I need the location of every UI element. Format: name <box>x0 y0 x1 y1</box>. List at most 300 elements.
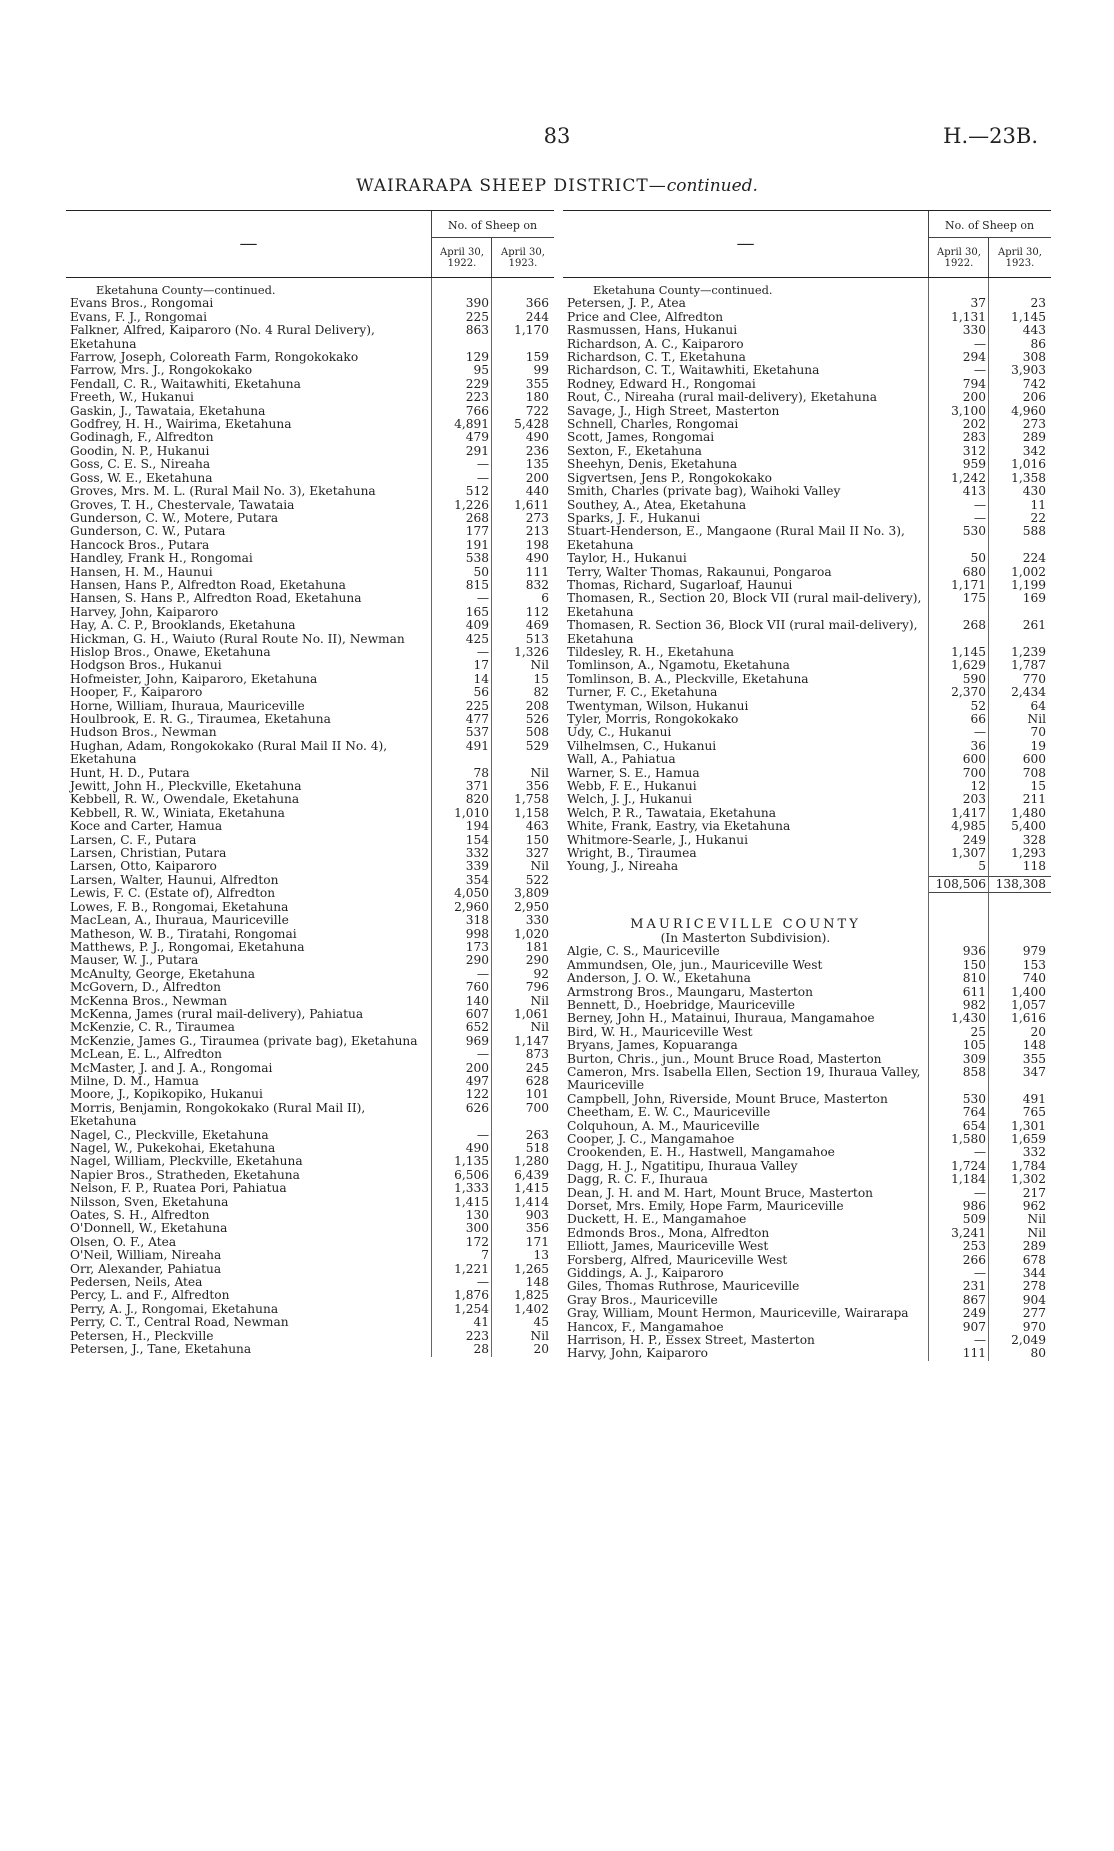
sheep-1923: 278 <box>1022 1279 1046 1294</box>
sheep-1923: 273 <box>525 510 549 525</box>
table-row <box>66 1102 554 1129</box>
table-row <box>563 1254 1051 1267</box>
sheep-1922: 936 <box>962 944 986 959</box>
owner-name: Cheetham, E. W. C., Mauriceville <box>567 1105 771 1120</box>
table-row <box>563 1213 1051 1226</box>
sheep-1923: 1,326 <box>514 644 549 659</box>
sheep-1922: 173 <box>465 939 489 954</box>
sheep-1922: 130 <box>465 1208 489 1223</box>
owner-name: Vilhelmsen, C., Hukanui <box>567 738 717 753</box>
sheep-1923: 904 <box>1022 1292 1046 1307</box>
sheep-1923: 722 <box>525 403 549 418</box>
table-row <box>66 1276 554 1289</box>
table-row <box>66 1196 554 1209</box>
sheep-1923: 15 <box>1030 779 1046 794</box>
table-row <box>563 1307 1051 1320</box>
owner-name: Rasmussen, Hans, Hukanui <box>567 323 738 338</box>
owner-name: Harvey, John, Kaiparoro <box>70 604 219 619</box>
sheep-1923: 1,358 <box>1011 470 1046 485</box>
sheep-1923: 356 <box>525 1221 549 1236</box>
owner-name: Colquhoun, A. M., Mauriceville <box>567 1118 760 1133</box>
owner-name: Hislop Bros., Onawe, Eketahuna <box>70 644 271 659</box>
sheep-1923: 529 <box>525 738 549 753</box>
table-row <box>563 807 1051 820</box>
sheep-1923: Nil <box>530 765 549 780</box>
sheep-1922: 50 <box>473 564 489 579</box>
table-row <box>66 834 554 847</box>
sheep-1923: 1,415 <box>514 1181 549 1196</box>
mauriceville-subheading: (In Masterton Subdivision). <box>660 930 831 945</box>
owner-name: Bird, W. H., Mauriceville West <box>567 1024 753 1039</box>
table-row <box>563 986 1051 999</box>
sheep-1922: 172 <box>465 1234 489 1249</box>
table-row <box>66 820 554 833</box>
sheep-1922: 339 <box>465 859 489 874</box>
sheep-1922: 129 <box>465 350 489 365</box>
table-row <box>563 945 1051 958</box>
table-row <box>563 405 1051 418</box>
sheep-1922: 231 <box>962 1279 986 1294</box>
owner-name: Scott, James, Rongomai <box>567 430 715 445</box>
table-row <box>66 860 554 873</box>
owner-name: Tildesley, R. H., Eketahuna <box>567 644 734 659</box>
sheep-1923: 112 <box>525 604 549 619</box>
owner-name: Hickman, G. H., Waiuto (Rural Route No. II), Newman <box>70 631 405 646</box>
table-row <box>66 391 554 404</box>
sheep-1922: — <box>973 1145 986 1160</box>
owner-name: Goss, W. E., Eketahuna <box>70 470 213 485</box>
owner-name: Perry, A. J., Rongomai, Eketahuna <box>70 1301 279 1316</box>
table-row <box>563 1267 1051 1280</box>
sheep-1923: 342 <box>1022 443 1046 458</box>
table-row <box>66 472 554 485</box>
sheep-1922: 332 <box>465 846 489 861</box>
page-title <box>0 176 1114 196</box>
owner-name: Kebbell, R. W., Winiata, Eketahuna <box>70 805 285 820</box>
table-row <box>66 324 554 351</box>
sheep-1922: 863 <box>465 323 489 338</box>
table-row <box>66 780 554 793</box>
table-row <box>563 1053 1051 1066</box>
sheep-1923: 6,439 <box>514 1167 549 1182</box>
sheep-1922: 140 <box>465 993 489 1008</box>
table-row <box>66 1182 554 1195</box>
table-row <box>66 740 554 767</box>
owner-name: McKenna Bros., Newman <box>70 993 228 1008</box>
sheep-1923: 308 <box>1022 350 1046 365</box>
table-row <box>66 405 554 418</box>
sheep-1923: 19 <box>1030 738 1046 753</box>
sheep-1922: — <box>476 1127 489 1142</box>
sheep-1922: 3,241 <box>951 1225 986 1240</box>
table-row <box>563 847 1051 860</box>
sheep-1923: 742 <box>1022 376 1046 391</box>
table-row <box>563 767 1051 780</box>
sheep-1922: 229 <box>465 376 489 391</box>
table-row <box>563 472 1051 485</box>
sheep-1923: 20 <box>1030 1024 1046 1039</box>
sheep-1922: 194 <box>465 819 489 834</box>
owner-name: Welch, J. J., Hukanui <box>567 792 693 807</box>
table-row <box>66 807 554 820</box>
sheep-1922: 491 <box>465 738 489 753</box>
sheep-1922: 6,506 <box>454 1167 489 1182</box>
sheep-1922: 1,184 <box>951 1172 986 1187</box>
sheep-1923: 366 <box>525 296 549 311</box>
sheep-1923: 522 <box>525 872 549 887</box>
table-row <box>66 512 554 525</box>
table-row <box>66 1263 554 1276</box>
sheep-1922: 95 <box>473 363 489 378</box>
sheep-1922: 1,145 <box>951 644 986 659</box>
sheep-1923: Nil <box>530 658 549 673</box>
right-table-body <box>563 278 1051 1361</box>
table-row <box>66 458 554 471</box>
sheep-1922: 290 <box>465 953 489 968</box>
sheep-1923: 328 <box>1022 832 1046 847</box>
sheep-1923: 1,265 <box>514 1261 549 1276</box>
sheep-1922: 490 <box>465 1141 489 1155</box>
owner-name: Groves, T. H., Chestervale, Tawataia <box>70 497 295 512</box>
sheep-1923: 1,061 <box>514 1006 549 1021</box>
table-row <box>66 1035 554 1048</box>
owner-name: Farrow, Joseph, Coloreath Farm, Rongokokako <box>70 350 359 365</box>
right-rows-mauriceville <box>563 945 1051 1361</box>
sheep-1922: — <box>476 457 489 472</box>
owner-name: Hansen, S. Hans P., Alfredton Road, Eketahuna <box>70 591 362 606</box>
sheep-1923: 1,659 <box>1011 1131 1046 1146</box>
table-row <box>563 579 1051 592</box>
header-group: No. of Sheep on <box>944 219 1035 232</box>
table-row <box>563 1321 1051 1334</box>
sheep-1922: 2,960 <box>454 899 489 914</box>
owner-name: Richardson, C. T., Waitawhiti, Eketahuna <box>567 363 820 378</box>
sheep-1923: 700 <box>525 1100 549 1115</box>
owner-name: Pedersen, Neils, Atea <box>70 1275 203 1290</box>
table-row <box>66 566 554 579</box>
sheep-1923: Nil <box>1027 1212 1046 1227</box>
sheep-1923: 832 <box>525 577 549 592</box>
sheep-1922: 249 <box>962 832 986 847</box>
owner-name: Campbell, John, Riverside, Mount Bruce, Masterton <box>567 1091 888 1106</box>
table-row <box>563 726 1051 739</box>
owner-name: Hay, A. C. P., Brooklands, Eketahuna <box>70 618 296 633</box>
sheep-1922: 479 <box>465 430 489 445</box>
sheep-1922: 309 <box>962 1051 986 1066</box>
sheep-1922: — <box>973 1333 986 1348</box>
sheep-1922: 611 <box>962 984 986 999</box>
sheep-1922: 998 <box>465 926 489 941</box>
table-row <box>563 740 1051 753</box>
sheep-1923: 1,002 <box>1011 564 1046 579</box>
table-row <box>66 485 554 498</box>
sheep-1922: 150 <box>962 957 986 972</box>
sheep-1922: 652 <box>465 1020 489 1035</box>
owner-name: Warner, S. E., Hamua <box>567 765 700 780</box>
sheep-1923: 111 <box>525 564 549 579</box>
mauriceville-heading: MAURICEVILLE COUNTY <box>630 916 861 932</box>
sheep-1923: 355 <box>1022 1051 1046 1066</box>
table-row <box>66 928 554 941</box>
header-col-1923: April 30, 1923. <box>998 247 1042 269</box>
sheep-1922: 764 <box>962 1105 986 1120</box>
table-row <box>563 834 1051 847</box>
sheep-1923: 979 <box>1022 944 1046 959</box>
owner-name: Olsen, O. F., Atea <box>70 1234 177 1249</box>
sheep-1922: 2,370 <box>951 685 986 700</box>
owner-name: Gray, William, Mount Hermon, Mauriceville, Wairarapa <box>567 1306 909 1321</box>
sheep-1923: 970 <box>1022 1319 1046 1334</box>
sheep-1922: 37 <box>970 296 986 311</box>
sheep-1922: 17 <box>473 658 489 673</box>
left-column <box>66 210 554 1357</box>
sheep-1922: 607 <box>465 1006 489 1021</box>
sheep-1922: 5 <box>978 859 986 874</box>
owner-name: Godfrey, H. H., Wairima, Eketahuna <box>70 417 292 432</box>
title-main: WAIRARAPA SHEEP DISTRICT— <box>356 176 667 196</box>
sheep-1923: 962 <box>1022 1199 1046 1213</box>
owner-name: MacLean, A., Ihuraua, Mauriceville <box>70 913 289 928</box>
owner-name: Kebbell, R. W., Owendale, Eketahuna <box>70 792 300 807</box>
owner-name: Hughan, Adam, Rongokokako (Rural Mail II No. 4), Eketahuna <box>70 738 388 767</box>
owner-name: Tyler, Morris, Rongokokako <box>567 712 739 726</box>
table-row <box>563 445 1051 458</box>
sheep-1923: 277 <box>1022 1306 1046 1321</box>
table-row <box>66 1048 554 1061</box>
sheep-1923: 2,049 <box>1011 1333 1046 1348</box>
sheep-1923: 1,057 <box>1011 997 1046 1012</box>
table-row <box>66 1236 554 1249</box>
table-row <box>563 1039 1051 1052</box>
sheep-1922: 815 <box>465 577 489 592</box>
sheep-1922: 760 <box>465 980 489 995</box>
sheep-1922: — <box>973 725 986 740</box>
sheep-1923: 1,016 <box>1011 457 1046 472</box>
sheep-1923: 1,158 <box>514 805 549 820</box>
header-col-1923: April 30, 1923. <box>501 247 545 269</box>
sheep-1923: 5,428 <box>514 417 549 432</box>
sheep-1922: 203 <box>962 792 986 807</box>
sheep-1923: 1,402 <box>514 1301 549 1316</box>
table-row <box>563 592 1051 619</box>
table-row <box>563 324 1051 337</box>
sheep-1923: Nil <box>530 1020 549 1035</box>
sheep-1922: 1,876 <box>454 1288 489 1303</box>
section-heading: Eketahuna County—continued. <box>96 283 276 297</box>
table-row <box>66 1330 554 1343</box>
table-row <box>563 566 1051 579</box>
sheep-1923: 2,434 <box>1011 685 1046 700</box>
table-row <box>66 1249 554 1262</box>
sheep-1922: 600 <box>962 752 986 767</box>
sheep-1923: 13 <box>533 1248 549 1263</box>
sheep-1923: 1,280 <box>514 1154 549 1169</box>
table-row <box>66 619 554 632</box>
sheep-1922: 4,891 <box>454 417 489 432</box>
table-row <box>66 767 554 780</box>
sheep-1922: 177 <box>465 524 489 539</box>
total-row <box>928 876 1051 893</box>
sheep-1922: 425 <box>465 631 489 646</box>
sheep-1923: 1,145 <box>1011 309 1046 324</box>
owner-name: Welch, P. R., Tawataia, Eketahuna <box>567 805 777 820</box>
sheep-1922: 1,226 <box>454 497 489 512</box>
owner-name: Algie, C. S., Mauriceville <box>567 944 720 959</box>
sheep-1923: 463 <box>525 819 549 834</box>
owner-name: Morris, Benjamin, Rongokokako (Rural Mail II), Eketahuna <box>70 1100 366 1129</box>
sheep-1923: 5,400 <box>1011 819 1046 834</box>
sheep-1923: 99 <box>533 363 549 378</box>
sheep-1923: 770 <box>1022 671 1046 686</box>
sheep-1923: 3,809 <box>514 886 549 901</box>
sheep-1922: 626 <box>465 1100 489 1115</box>
owner-name: Gaskin, J., Tawataia, Eketahuna <box>70 403 266 418</box>
sheep-1923: 15 <box>533 671 549 686</box>
owner-name: Freeth, W., Hukanui <box>70 390 194 405</box>
sheep-1923: 261 <box>1022 618 1046 633</box>
owner-name: Tomlinson, B. A., Pleckville, Eketahuna <box>567 671 809 686</box>
sheep-1923: Nil <box>530 1328 549 1343</box>
sheep-1922: — <box>476 1275 489 1290</box>
table-row <box>66 311 554 324</box>
table-row <box>563 364 1051 377</box>
sheep-1922: 105 <box>962 1038 986 1053</box>
sheep-1922: 291 <box>465 443 489 458</box>
owner-name: Houlbrook, E. R. G., Tiraumea, Eketahuna <box>70 712 331 726</box>
owner-name: Larsen, Christian, Putara <box>70 846 227 861</box>
sheep-1922: 867 <box>962 1292 986 1307</box>
table-row <box>563 820 1051 833</box>
sheep-1923: 92 <box>533 966 549 981</box>
sheep-1922: — <box>476 966 489 981</box>
sheep-1923: 213 <box>525 524 549 539</box>
header-name-dash: — <box>736 233 755 254</box>
owner-name: Sparks, J. F., Hukanui <box>567 510 701 525</box>
total-1923: 138,308 <box>995 876 1046 891</box>
sheep-1923: Nil <box>530 993 549 1008</box>
sheep-1923: 171 <box>525 1234 549 1249</box>
owner-name: Tomlinson, A., Ngamotu, Eketahuna <box>567 658 790 673</box>
table-row <box>66 887 554 900</box>
sheep-1922: — <box>476 591 489 606</box>
owner-name: Milne, D. M., Hamua <box>70 1073 199 1088</box>
table-row <box>563 418 1051 431</box>
sheep-1922: 907 <box>962 1319 986 1334</box>
sheep-1922: — <box>973 1266 986 1281</box>
table-row <box>563 686 1051 699</box>
sheep-1922: 538 <box>465 551 489 566</box>
table-row <box>563 1294 1051 1307</box>
owner-name: Dagg, R. C. F., Ihuraua <box>567 1172 708 1187</box>
sheep-1923: 289 <box>1022 1239 1046 1254</box>
sheep-1923: 518 <box>525 1141 549 1155</box>
sheep-1922: — <box>476 644 489 659</box>
left-rows <box>66 297 554 1356</box>
table-row <box>563 646 1051 659</box>
sheep-1923: 1,825 <box>514 1288 549 1303</box>
table-row <box>66 499 554 512</box>
table-row <box>563 431 1051 444</box>
sheep-1922: 1,417 <box>951 805 986 820</box>
sheep-1923: 23 <box>1030 296 1046 311</box>
sheep-1922: 268 <box>962 618 986 633</box>
sheep-1923: 1,239 <box>1011 644 1046 659</box>
sheep-1923: 263 <box>525 1127 549 1142</box>
owner-name: Rodney, Edward H., Rongomai <box>567 376 756 391</box>
table-row <box>563 793 1051 806</box>
owner-name: Thomas, Richard, Sugarloaf, Haunui <box>567 577 793 592</box>
owner-name: McKenzie, James G., Tiraumea (private bag), Eketahuna <box>70 1033 418 1048</box>
sheep-1922: 413 <box>962 484 986 499</box>
sheep-1923: 86 <box>1030 336 1046 351</box>
sheep-1923: 1,020 <box>514 926 549 941</box>
owner-name: Harrison, H. P., Essex Street, Masterton <box>567 1333 815 1348</box>
sheep-1922: 1,010 <box>454 805 489 820</box>
table-row <box>66 1209 554 1222</box>
page-number: 83 <box>543 124 571 148</box>
table-row <box>563 999 1051 1012</box>
right-rows <box>563 297 1051 873</box>
owner-name: Lowes, F. B., Rongomai, Eketahuna <box>70 899 289 914</box>
sheep-1922: 283 <box>962 430 986 445</box>
sheep-1922: 982 <box>962 997 986 1012</box>
owner-name: Farrow, Mrs. J., Rongokokako <box>70 363 253 378</box>
table-row <box>563 1066 1051 1093</box>
table-row <box>563 297 1051 310</box>
sheep-1922: — <box>973 363 986 378</box>
owner-name: Sigvertsen, Jens P., Rongokokako <box>567 470 772 485</box>
sheep-1923: 198 <box>525 537 549 552</box>
table-row <box>563 1227 1051 1240</box>
sheep-1922: 409 <box>465 618 489 633</box>
table-row <box>563 311 1051 324</box>
owner-name: Taylor, H., Hukanui <box>567 551 687 566</box>
sheep-1922: 986 <box>962 1199 986 1213</box>
table-header <box>563 210 1051 278</box>
owner-name: Hodgson Bros., Hukanui <box>70 658 222 673</box>
sheep-1923: 64 <box>1030 698 1046 713</box>
table-row <box>563 1012 1051 1025</box>
sheep-1923: 1,611 <box>514 497 549 512</box>
table-row <box>563 485 1051 498</box>
owner-name: McKenzie, C. R., Tiraumea <box>70 1020 235 1035</box>
sheep-1923: 200 <box>525 470 549 485</box>
table-row <box>66 1075 554 1088</box>
owner-name: Mauser, W. J., Putara <box>70 953 199 968</box>
sheep-1922: 590 <box>962 671 986 686</box>
owner-name: Petersen, H., Pleckville <box>70 1328 214 1343</box>
sheep-1923: 356 <box>525 779 549 794</box>
table-row <box>563 1133 1051 1146</box>
sheep-1923: Nil <box>1027 1225 1046 1240</box>
sheep-1922: 810 <box>962 971 986 986</box>
table-row <box>66 995 554 1008</box>
sheep-1923: 430 <box>1022 484 1046 499</box>
sheep-1922: 294 <box>962 350 986 365</box>
table-row <box>66 1316 554 1329</box>
sheep-1922: 477 <box>465 712 489 726</box>
table-row <box>563 1173 1051 1186</box>
table-row <box>563 1120 1051 1133</box>
sheep-1923: 1,147 <box>514 1033 549 1048</box>
sheep-1922: 354 <box>465 872 489 887</box>
owner-name: Dorset, Mrs. Emily, Hope Farm, Mauriceville <box>567 1199 844 1213</box>
sheep-1922: 52 <box>970 698 986 713</box>
sheep-1922: 530 <box>962 524 986 539</box>
sheep-1923: 526 <box>525 712 549 726</box>
owner-name: McKenna, James (rural mail-delivery), Pahiatua <box>70 1006 364 1021</box>
owner-name: Godinagh, F., Alfredton <box>70 430 214 445</box>
